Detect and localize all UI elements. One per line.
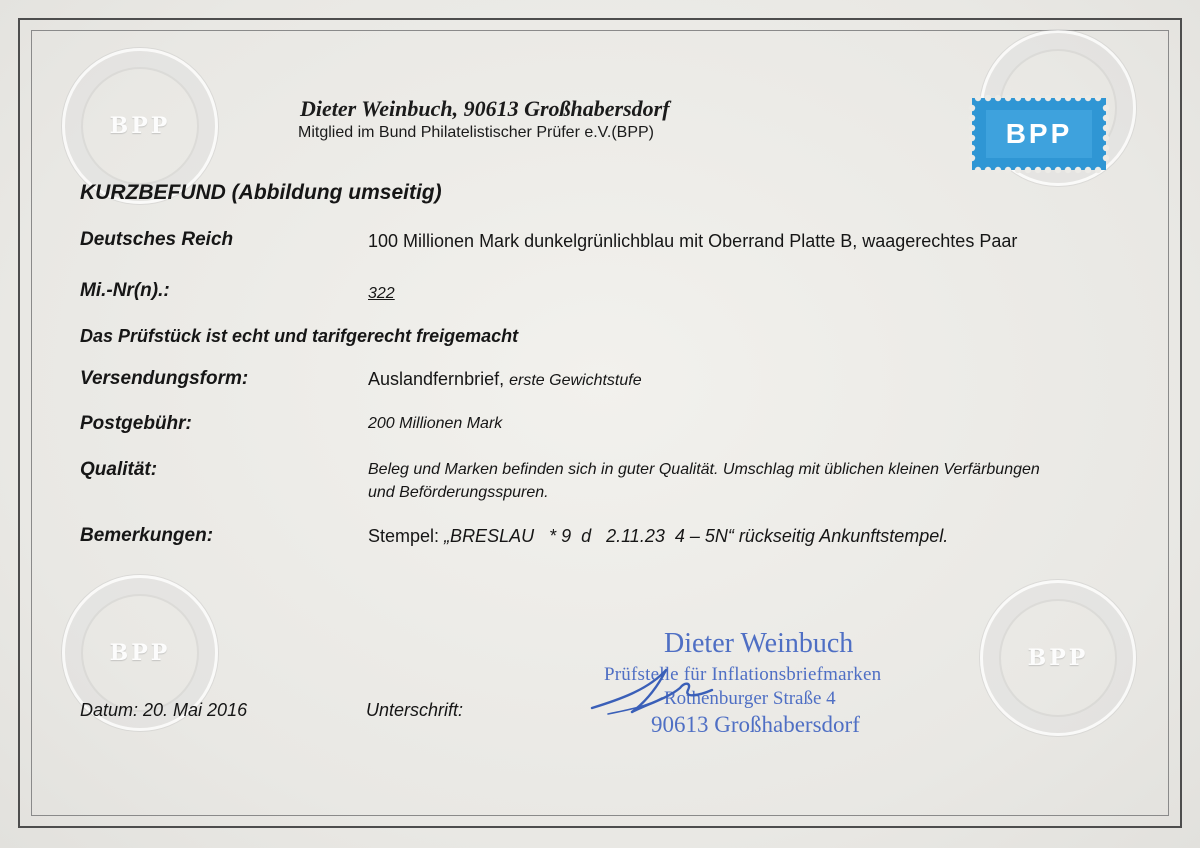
stamp-line-1: Dieter Weinbuch <box>664 628 854 659</box>
signature-label: Unterschrift: <box>366 700 464 720</box>
seal-text: BPP <box>109 640 171 666</box>
page-title: KURZBEFUND (Abbildung umseitig) <box>80 181 442 204</box>
stamp-line-3: Rothenburger Straße 4 <box>664 688 836 709</box>
signature-icon <box>588 660 738 725</box>
shipping-label: Versendungsform: <box>80 368 249 389</box>
postage-value: 200 Millionen Mark <box>368 415 503 432</box>
quality-label: Qualität: <box>80 459 158 480</box>
examiner-name: Dieter Weinbuch, 90613 Großhabersdorf <box>300 96 670 121</box>
quality-line-2: und Beförderungsspuren. <box>368 484 549 501</box>
remarks-label: Bemerkungen: <box>80 525 214 546</box>
examiner-membership: Mitglied im Bund Philatelistischer Prüfer e.V.(BPP) <box>298 124 654 141</box>
stamp-line-4: 90613 Großhabersdorf <box>651 712 860 737</box>
issue-date: Datum: 20. Mai 2016 <box>80 700 248 720</box>
country-label: Deutsches Reich <box>80 229 234 250</box>
seal-text: BPP <box>109 113 171 139</box>
quality-line-1: Beleg und Marken befinden sich in guter Qualität. Umschlag mit üblichen kleinen Verfärbungen <box>368 461 1040 478</box>
postage-label: Postgebühr: <box>80 413 192 434</box>
remarks-value <box>368 526 948 547</box>
remarks-prefix: Stempel: <box>368 526 440 546</box>
seal-text: BPP <box>1027 645 1089 671</box>
embossed-seal-icon <box>980 580 1136 736</box>
bpp-logo-icon <box>968 94 1110 174</box>
catalog-label: Mi.-Nr(n).: <box>80 280 170 301</box>
stamp-line-2: Prüfstelle für Inflationsbriefmarken <box>604 664 882 685</box>
shipping-main: Auslandfernbrief, <box>368 369 505 389</box>
catalog-value: 322 <box>368 285 395 302</box>
verdict: Das Prüfstück ist echt und tarifgerecht freigemacht <box>80 326 519 346</box>
shipping-value <box>368 369 642 390</box>
bpp-logo-text: BPP <box>1005 118 1073 149</box>
country-value: 100 Millionen Mark dunkelgrünlichblau mit Oberrand Platte B, waagerechtes Paar <box>368 231 1018 251</box>
shipping-detail: erste Gewichtstufe <box>509 372 642 389</box>
remarks-text: „BRESLAU * 9 d 2.11.23 4 – 5N“ rückseitig Ankunftstempel. <box>444 526 949 546</box>
